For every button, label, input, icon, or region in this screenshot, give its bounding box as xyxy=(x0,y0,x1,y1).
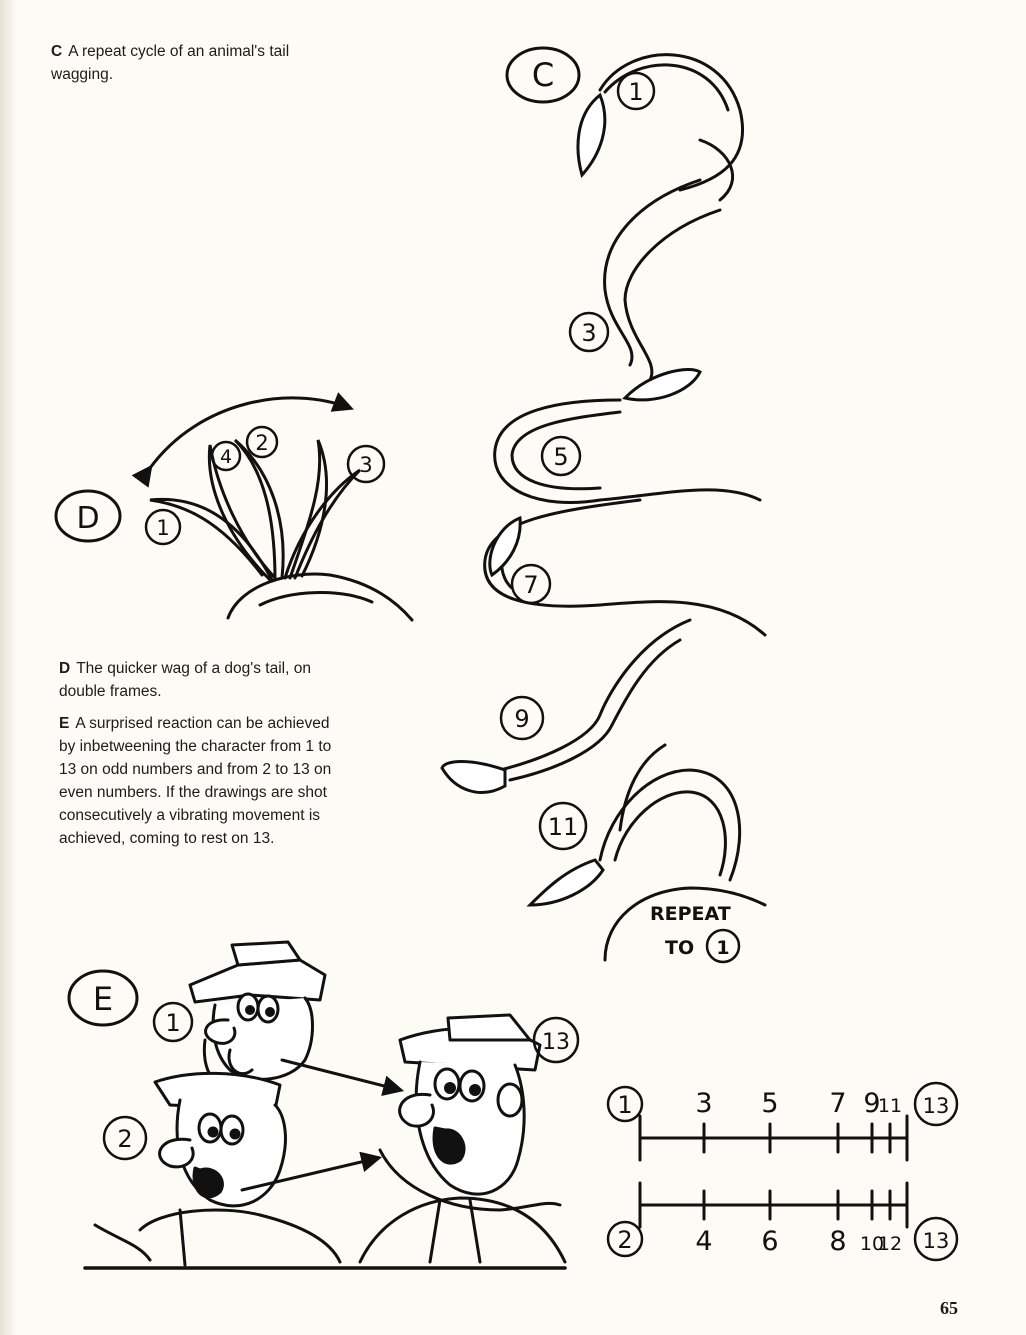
figure-e-label xyxy=(69,971,137,1025)
timing-odd-tick-label-5: 5 xyxy=(761,1088,779,1119)
figure-d-frame-3: 3 xyxy=(359,453,373,477)
tail-tip-5 xyxy=(625,369,700,399)
timing-odd-tick-label-9: 9 xyxy=(863,1088,881,1119)
figure-c-frame-9: 9 xyxy=(514,705,530,733)
figure-d-letter: D xyxy=(76,501,100,536)
figure-c-frame-7: 7 xyxy=(523,571,539,599)
figure-c-letter: C xyxy=(531,56,555,94)
tail-frame-1 xyxy=(600,55,743,190)
figure-d-frame-1: 1 xyxy=(156,516,170,540)
timing-even-end-label: 13 xyxy=(922,1229,950,1253)
figure-c-frame-numbers xyxy=(501,73,654,849)
figure-e-frame-13: 13 xyxy=(542,1030,570,1055)
tail-tip-11 xyxy=(530,860,603,905)
character-frame-2 xyxy=(95,1073,340,1265)
tail-frame-11-inner xyxy=(615,792,725,875)
repeat-note-line2: TO xyxy=(665,937,695,959)
tail-frame-3-outer xyxy=(625,210,720,380)
figure-d-frame-2: 2 xyxy=(255,431,269,455)
caption-e-text: A surprised reaction can be achieved by inbetweening the character from 1 to 13 on odd numbers and from 2 to 13 on even numbers. If the drawings are shot consecutively a vibrating movement is achieved, coming to rest on 13. xyxy=(59,715,332,847)
tail-frame-3 xyxy=(605,180,700,365)
caption-d-letter: D xyxy=(59,660,71,677)
figure-c-frame-1: 1 xyxy=(628,78,644,106)
caption-c-letter: C xyxy=(51,43,63,60)
character-frame-13 xyxy=(360,1015,565,1262)
repeat-note-target: 1 xyxy=(716,937,730,959)
figure-d xyxy=(56,398,412,620)
timing-even-tick-label-6: 6 xyxy=(761,1226,779,1257)
dog-body-curve xyxy=(228,574,412,620)
figure-d-frame-4: 4 xyxy=(219,446,233,468)
figure-c xyxy=(442,48,765,962)
figure-c-frame-11: 11 xyxy=(547,813,579,841)
figure-e-frame-2: 2 xyxy=(117,1125,133,1153)
timing-even-tick-label-10: 10 xyxy=(859,1233,885,1255)
tail-frame-5 xyxy=(495,400,760,503)
figure-e xyxy=(69,942,578,1268)
figure-e-letter: E xyxy=(92,980,114,1018)
timing-even-tick-label-12: 12 xyxy=(877,1233,903,1255)
caption-e-letter: E xyxy=(59,715,70,732)
tail-tip-1 xyxy=(578,95,605,175)
tail-frame-7 xyxy=(485,500,765,635)
tail-tip-7 xyxy=(490,518,520,575)
timing-even-tick-label-8: 8 xyxy=(829,1226,847,1257)
timing-odd-tick-label-3: 3 xyxy=(695,1088,713,1119)
arrow-frame-1-to-13 xyxy=(282,1060,400,1090)
figure-c-frame-5: 5 xyxy=(553,443,569,471)
figure-e-frame-1: 1 xyxy=(165,1009,181,1037)
figure-c-label xyxy=(507,48,579,102)
timing-odd-end-label: 13 xyxy=(922,1094,950,1118)
repeat-note xyxy=(650,903,739,962)
tail-frame-3-curl xyxy=(700,140,733,200)
repeat-note-line1: REPEAT xyxy=(650,903,731,925)
caption-c-text: A repeat cycle of an animal's tail wagging. xyxy=(51,43,290,83)
timing-even-tick-label-4: 4 xyxy=(695,1226,713,1257)
figure-d-label xyxy=(56,491,120,541)
timing-even-start-label: 2 xyxy=(617,1226,633,1254)
caption-d-text: The quicker wag of a dog's tail, on double frames. xyxy=(59,660,311,700)
timing-odd-tick-label-7: 7 xyxy=(829,1088,847,1119)
timing-chart xyxy=(608,1083,957,1260)
tail-tip-9 xyxy=(442,762,505,793)
timing-odd-start-label: 1 xyxy=(617,1091,633,1119)
timing-odd-tick-label-11: 11 xyxy=(877,1095,903,1117)
figure-c-frame-3: 3 xyxy=(581,319,597,347)
figure-d-frame-numbers xyxy=(146,427,384,544)
dog-body-curve-2 xyxy=(260,593,372,605)
page-number: 65 xyxy=(940,1298,958,1318)
